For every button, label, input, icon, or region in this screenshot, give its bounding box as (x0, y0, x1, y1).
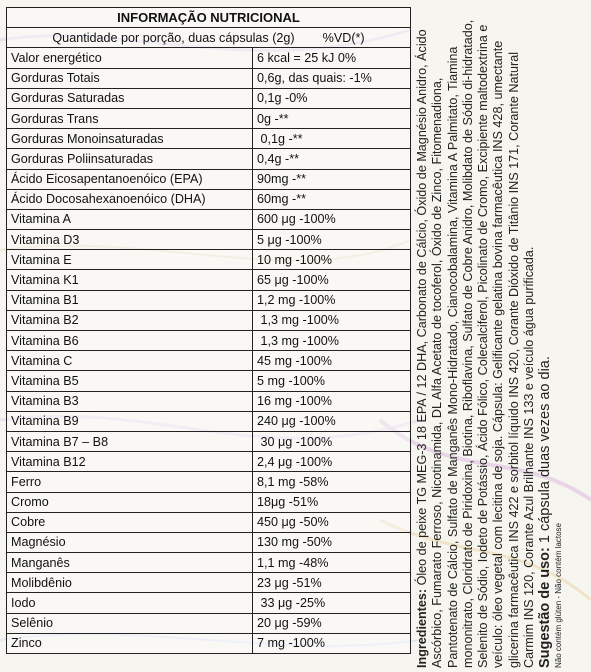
nutrient-name: Vitamina C (7, 351, 253, 371)
nutrient-name: Vitamina E (7, 250, 253, 270)
nutrient-row (7, 108, 411, 128)
nutrient-name: Vitamina B3 (7, 391, 253, 411)
nutrient-row (7, 250, 411, 270)
nutrient-value: 45 mg -100% (253, 351, 411, 371)
nutrient-row (7, 209, 411, 229)
nutrient-row (7, 391, 411, 411)
nutrient-name: Gorduras Saturadas (7, 88, 253, 108)
nutrient-value: 600 μg -100% (253, 209, 411, 229)
nutrient-value: 1,2 mg -100% (253, 290, 411, 310)
nutrient-row (7, 290, 411, 310)
nutrient-name: Zinco (7, 633, 253, 653)
nutrient-name: Vitamina B7 – B8 (7, 431, 253, 451)
serving-cell (7, 28, 411, 48)
nutrient-name: Vitamina B1 (7, 290, 253, 310)
nutrient-name: Cobre (7, 512, 253, 532)
usage-label: Sugestão de uso: (537, 547, 554, 668)
nutrient-name: Vitamina B12 (7, 452, 253, 472)
nutrition-title: INFORMAÇÃO NUTRICIONAL (7, 8, 411, 28)
nutrient-name: Iodo (7, 593, 253, 613)
nutrient-row (7, 532, 411, 552)
nutrient-value: 1,3 mg -100% (253, 331, 411, 351)
ingredients-panel (413, 12, 591, 672)
nutrient-value: 10 mg -100% (253, 250, 411, 270)
nutrient-value: 0,4g -** (253, 149, 411, 169)
nutrient-name: Ferro (7, 472, 253, 492)
nutrient-row (7, 149, 411, 169)
nutrient-row (7, 573, 411, 593)
nutrient-name: Magnésio (7, 532, 253, 552)
nutrient-row (7, 230, 411, 250)
nutrient-value: 20 μg -59% (253, 613, 411, 633)
nutrient-row (7, 492, 411, 512)
nutrient-value: 0,1g -0% (253, 88, 411, 108)
usage-text: 1 cápsula duas vezes ao dia. (537, 356, 554, 548)
nutrient-value: 0,1g -** (253, 129, 411, 149)
nutrient-row (7, 331, 411, 351)
nutrient-row (7, 472, 411, 492)
nutrient-name: Vitamina B9 (7, 411, 253, 431)
nutrient-value: 130 mg -50% (253, 532, 411, 552)
nutrient-name: Vitamina D3 (7, 230, 253, 250)
nutrient-value: 2,4 μg -100% (253, 452, 411, 472)
nutrient-value: 1,1 mg -48% (253, 553, 411, 573)
nutrient-name: Gorduras Totais (7, 68, 253, 88)
nutrient-name: Vitamina B5 (7, 371, 253, 391)
nutrient-value: 16 mg -100% (253, 391, 411, 411)
nutrient-name: Gorduras Monoinsaturadas (7, 129, 253, 149)
nutrient-row (7, 411, 411, 431)
nutrient-value: 450 μg -50% (253, 512, 411, 532)
nutrient-value: 65 μg -100% (253, 270, 411, 290)
nutrient-value: 7 mg -100% (253, 633, 411, 653)
nutrient-row (7, 593, 411, 613)
nutrient-name: Ácido Docosahexanoenóico (DHA) (7, 189, 253, 209)
nutrient-name: Vitamina B2 (7, 310, 253, 330)
nutrient-value: 5 μg -100% (253, 230, 411, 250)
nutrient-name: Manganês (7, 553, 253, 573)
nutrient-value: 8,1 mg -58% (253, 472, 411, 492)
nutrient-row (7, 553, 411, 573)
nutrient-value: 60mg -** (253, 189, 411, 209)
nutrient-row (7, 129, 411, 149)
nutrient-name: Ácido Eicosapentanoenóico (EPA) (7, 169, 253, 189)
ingredients-text: Óleo de peixe TG MEG-3 18 EPA / 12 DHA, Carbonato de Cálcio, Óxido de Magnésio Anidro, Ácido Ascórbico, Fumarato Ferroso, Nicotinamida, DL Alfa Acetato de tocoferol, Óxido de Zinco, Fitomenadiona, Pantotenato de Cálcio, Sulfato de Manganês Mono-Hidratado, Cianocobalamina, Vitamina A Palmitato, Tiamina mononitrato, Cloridrato de Piridoxina, Biotina, Riboflavina, Sulfato de Cobre Anidro, Molibdato de Sódio di-hidratado, Selenito de Sódio, Iodeto de Potássio, Ácido Fólico, Colecalciferol, Picolinato de Cromo, Excipiente maltodextrina e veículo: óleo vegetal com lecitina de soja. Cápsula: Gelificante gelatina bovina farmacêutica INS 428, umectante glicerina farmacêutica INS 422 e sorbitol líquido INS 420, Corante Dióxido de Titânio INS 171, Corante Natural Carmim INS 120, Corante Azul Brilhante INS 133 e veículo água purificada. (415, 19, 537, 668)
nutrient-name: Vitamina A (7, 209, 253, 229)
nutrition-table (6, 7, 411, 654)
nutrient-value: 5 mg -100% (253, 371, 411, 391)
nutrient-name: Cromo (7, 492, 253, 512)
nutrient-row (7, 351, 411, 371)
nutrient-row (7, 310, 411, 330)
nutrient-value: 0g -** (253, 108, 411, 128)
nutrient-name: Vitamina K1 (7, 270, 253, 290)
nutrient-row (7, 371, 411, 391)
nutrient-name: Vitamina B6 (7, 331, 253, 351)
nutrient-row (7, 48, 411, 68)
nutrient-row (7, 613, 411, 633)
nutrient-value: 6 kcal = 25 kJ 0% (253, 48, 411, 68)
nutrient-row (7, 189, 411, 209)
nutrient-row (7, 270, 411, 290)
serving-row (7, 28, 411, 48)
vd-header: %VD(*) (322, 30, 365, 45)
nutrient-value: 90mg -** (253, 169, 411, 189)
nutrient-row (7, 452, 411, 472)
nutrient-row (7, 68, 411, 88)
usage-paragraph (537, 12, 553, 672)
nutrient-value: 30 μg -100% (253, 431, 411, 451)
nutrient-row (7, 633, 411, 653)
nutrient-value: 18μg -51% (253, 492, 411, 512)
nutrient-name: Valor energético (7, 48, 253, 68)
nutrient-name: Molibdênio (7, 573, 253, 593)
nutrient-value: 23 μg -51% (253, 573, 411, 593)
gluten-notice: Não contém glúten - Não contém lactose (554, 523, 564, 668)
nutrient-row (7, 512, 411, 532)
nutrient-name: Selênio (7, 613, 253, 633)
ingredients-paragraph (415, 12, 537, 672)
nutrient-row (7, 169, 411, 189)
nutrient-row (7, 88, 411, 108)
nutrient-value: 0,6g, das quais: -1% (253, 68, 411, 88)
nutrient-value: 240 μg -100% (253, 411, 411, 431)
nutrient-name: Gorduras Trans (7, 108, 253, 128)
nutrition-title-row (7, 8, 411, 28)
ingredients-label: Ingredientes: (415, 588, 429, 668)
nutrient-name: Gorduras Poliinsaturadas (7, 149, 253, 169)
nutrient-value: 33 μg -25% (253, 593, 411, 613)
serving-size: Quantidade por porção, duas cápsulas (2g) (52, 30, 295, 45)
nutrient-value: 1,3 mg -100% (253, 310, 411, 330)
nutrient-row (7, 431, 411, 451)
